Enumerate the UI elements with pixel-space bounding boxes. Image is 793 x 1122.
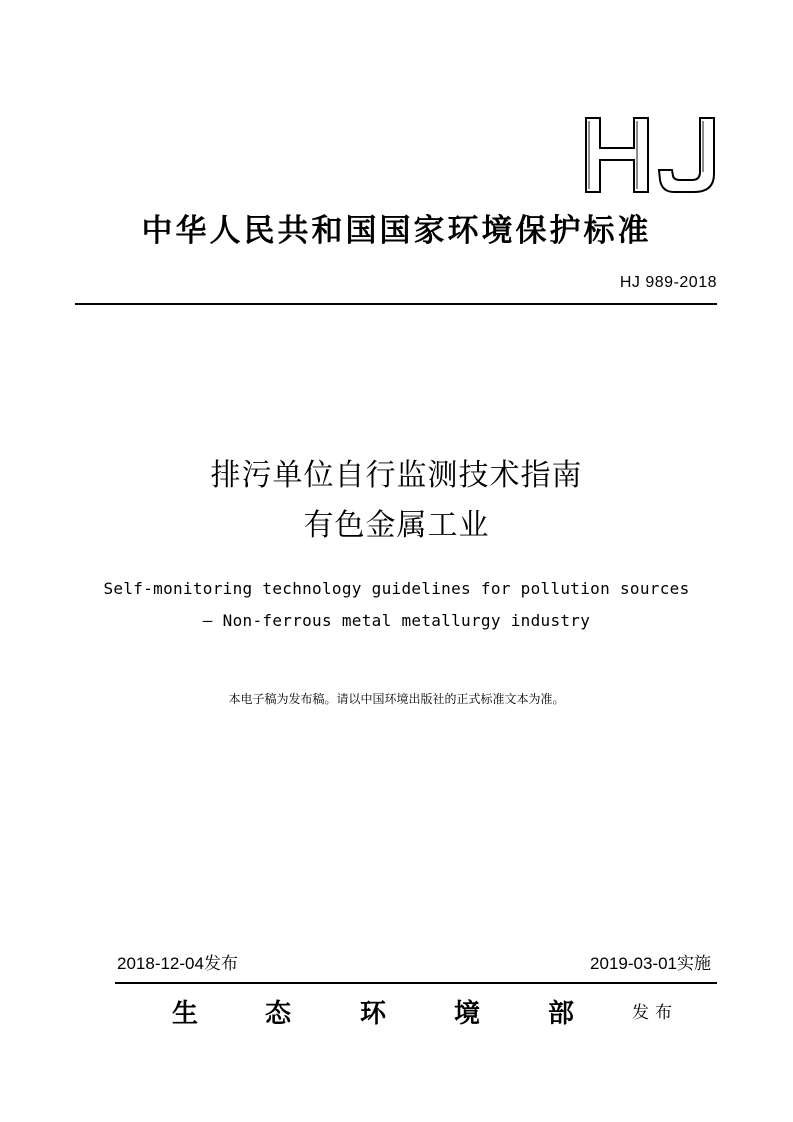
- hj-logo: [582, 114, 722, 196]
- implementation-date: 2019-03-01实施: [590, 954, 711, 973]
- logo-letter-j: [659, 118, 714, 192]
- issuer-char: 境: [454, 999, 481, 1029]
- issuer-char: 部: [548, 999, 575, 1029]
- issuer-char: 态: [265, 999, 292, 1029]
- org-title: 中华人民共和国国家环境保护标准: [141, 213, 652, 249]
- footer-divider: [115, 982, 717, 984]
- issuer-char: 环: [360, 999, 387, 1029]
- title-cn-line1: 排污单位自行监测技术指南: [210, 458, 583, 493]
- issue-date: 2018-12-04发布: [117, 954, 238, 973]
- issuer-char: 生: [172, 999, 199, 1029]
- release-notice: 本电子稿为发布稿。请以中国环境出版社的正式标准文本为准。: [228, 692, 565, 706]
- title-cn-line2: 有色金属工业: [303, 508, 490, 543]
- header-divider: [75, 303, 717, 305]
- title-en-line1: Self-monitoring technology guidelines for pollution sources: [103, 579, 690, 598]
- issue-label: 发布: [632, 1003, 678, 1023]
- title-en-line2: — Non-ferrous metal metallurgy industry: [202, 611, 591, 630]
- standard-number: HJ 989-2018: [619, 274, 717, 291]
- logo-letter-h: [586, 118, 648, 192]
